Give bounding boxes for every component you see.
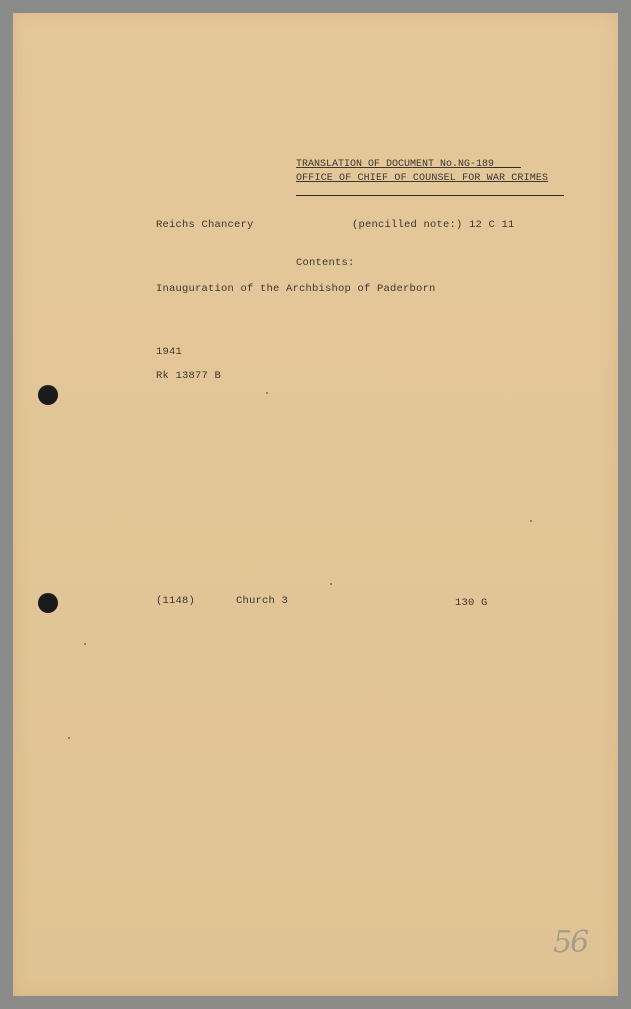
handwritten-page-number: 56 <box>553 925 588 960</box>
paper-speck <box>68 737 70 739</box>
paper-speck <box>330 583 332 585</box>
footer-file-number: (1148) <box>156 595 196 607</box>
reference-number: Rk 13877 B <box>156 370 222 382</box>
footer-category: Church 3 <box>236 595 289 607</box>
year: 1941 <box>156 346 183 358</box>
header-rule-bottom <box>296 195 564 196</box>
paper-speck <box>530 520 532 522</box>
subject-line: Inauguration of the Archbishop of Paderborn <box>156 283 436 295</box>
paper-speck <box>266 392 268 394</box>
contents-heading: Contents: <box>296 257 355 269</box>
header-title: TRANSLATION OF DOCUMENT No.NG-189 <box>296 159 495 170</box>
header-office: OFFICE OF CHIEF OF COUNSEL FOR WAR CRIMES <box>296 173 549 184</box>
origin-label: Reichs Chancery <box>156 219 254 231</box>
punch-hole-lower <box>38 593 58 613</box>
footer-code: 130 G <box>455 597 488 609</box>
punch-hole-upper <box>38 385 58 405</box>
penciled-note: (pencilled note:) 12 C 11 <box>352 219 515 231</box>
paper-speck <box>84 643 86 645</box>
